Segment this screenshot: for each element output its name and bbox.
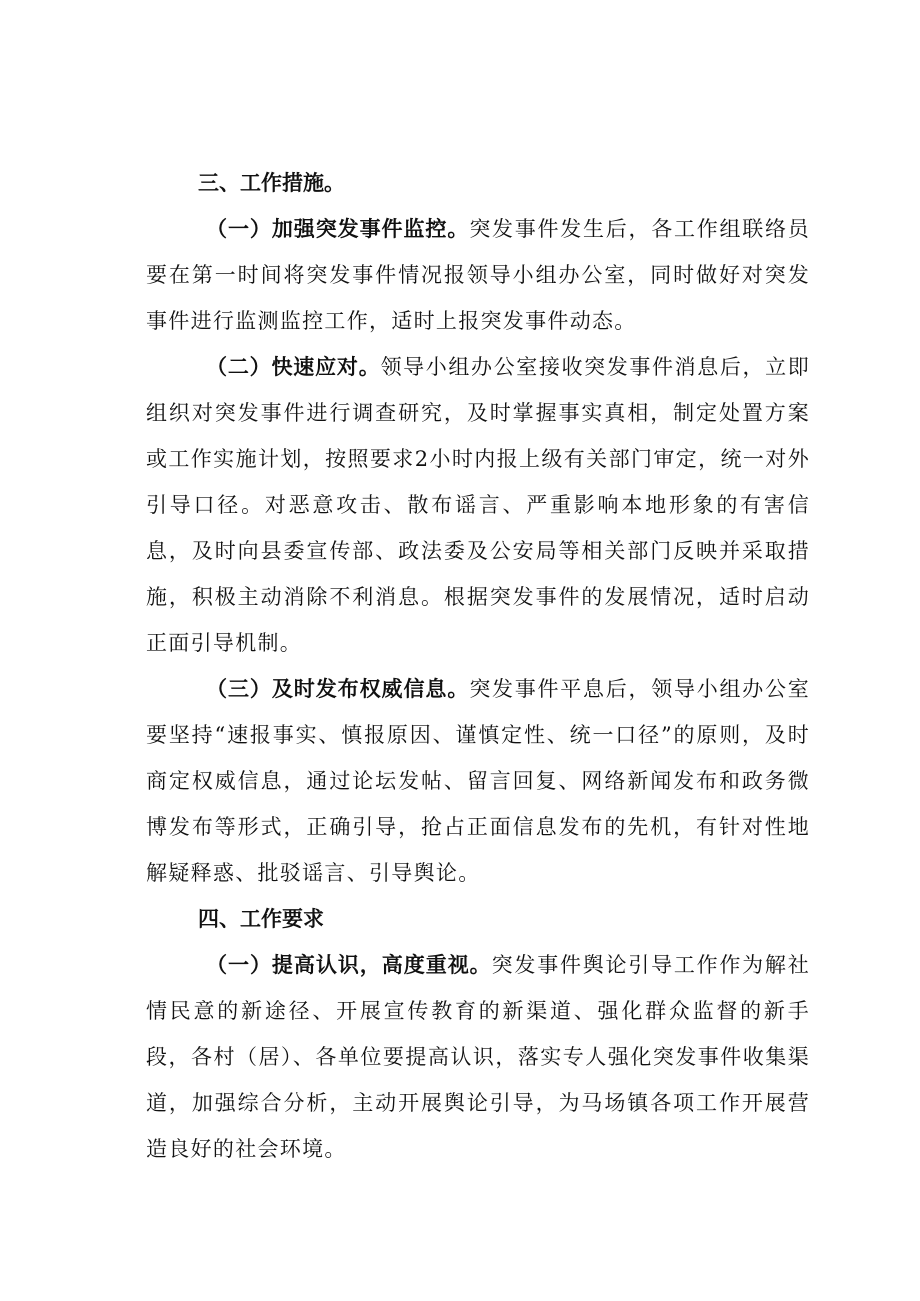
paragraph-body: 突发事件平息后，领导小组办公室要坚持“速报事实、慎报原因、谨慎定性、统一口径”的原则，及时商定权威信息，通过论坛发帖、留言回复、网络新闻发布和政务微博发布等形式，正确引导，抢占正面信息发布的先机，有针对性地解疑释惑、批驳谣言、引导舆论。 xyxy=(146,677,811,885)
paragraph-title: （一）提高认识，高度重视。 xyxy=(206,953,492,977)
paragraph-title: （二）快速应对。 xyxy=(206,355,381,379)
section-4-heading: 四、工作要求 xyxy=(198,907,324,931)
section-4-paragraph-1 xyxy=(146,942,810,1172)
section-3-paragraph-1 xyxy=(146,206,810,344)
section-3-paragraph-3 xyxy=(146,666,810,896)
paragraph-body: 突发事件舆论引导工作作为解社情民意的新途径、开展宣传教育的新渠道、强化群众监督的新手段，各村（居）、各单位要提高认识，落实专人强化突发事件收集渠道，加强综合分析，主动开展舆论引导，为马场镇各项工作开展营造良好的社会环境。 xyxy=(146,953,811,1161)
paragraph-body: 领导小组办公室接收突发事件消息后，立即组织对突发事件进行调查研究，及时掌握事实真相，制定处置方案或工作实施计划，按照要求2小时内报上级有关部门审定，统一对外引导口径。对恶意攻击、散布谣言、严重影响本地形象的有害信息，及时向县委宣传部、政法委及公安局等相关部门反映并采取措施，积极主动消除不利消息。根据突发事件的发展情况，适时启动正面引导机制。 xyxy=(146,355,811,655)
document-content xyxy=(146,160,810,1172)
section-3-heading: 三、工作措施。 xyxy=(198,171,345,195)
section-3-paragraph-2 xyxy=(146,344,810,666)
paragraph-title: （一）加强突发事件监控。 xyxy=(206,217,470,241)
paragraph-title: （三）及时发布权威信息。 xyxy=(206,677,470,701)
paragraph-body: 突发事件发生后，各工作组联络员要在第一时间将突发事件情况报领导小组办公室，同时做好对突发事件进行监测监控工作，适时上报突发事件动态。 xyxy=(146,217,811,333)
